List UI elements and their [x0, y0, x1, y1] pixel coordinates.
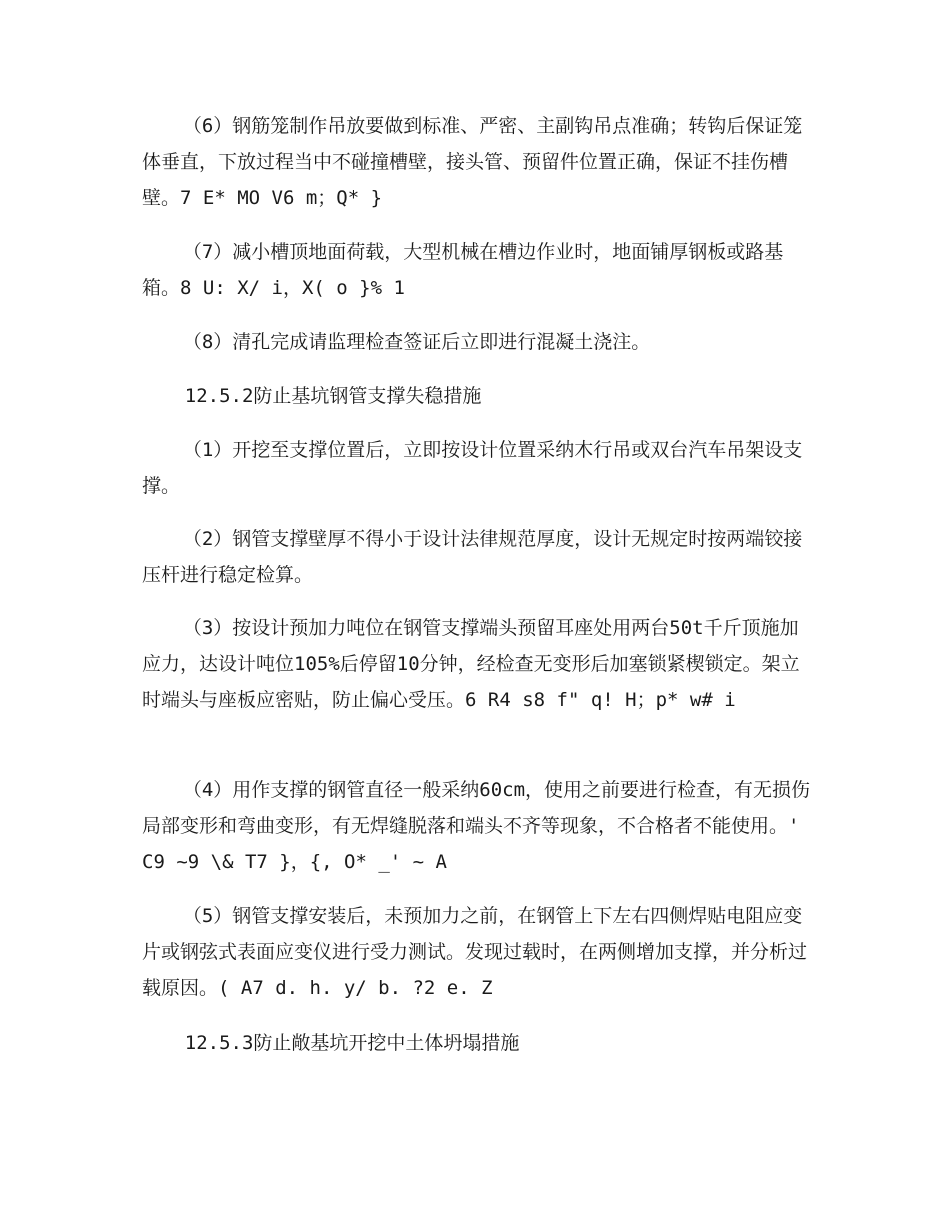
section-heading-12-5-2: 12.5.2防止基坑钢管支撑失稳措施 — [184, 385, 482, 407]
section-heading-12-5-3: 12.5.3防止敞基坑开挖中土体坍塌措施 — [184, 1032, 520, 1054]
paragraph-2: （2）钢管支撑壁厚不得小于设计法律规范厚度，设计无规定时按两端铰接压杆进行稳定检算。 — [142, 528, 803, 586]
paragraph-1: （1）开挖至支撑位置后，立即按设计位置采纳木行吊或双台汽车吊架设支撑。 — [142, 439, 803, 497]
paragraph-4: （4）用作支撑的钢管直径一般采纳60cm，使用之前要进行检查，有无损伤局部变形和弯曲变形，有无焊缝脱落和端头不齐等现象，不合格者不能使用。' C9 ~9 \& T7 }，{, O* _' ~ A — [142, 779, 811, 873]
paragraph-5: （5）钢管支撑安装后，未预加力之前，在钢管上下左右四侧焊贴电阻应变片或钢弦式表面应变仪进行受力测试。发现过载时，在两侧增加支撑，并分析过载原因。( A7 d. h. y/ b. ?2 e. Z — [142, 905, 808, 999]
paragraph-6: （6）钢筋笼制作吊放要做到标准、严密、主副钩吊点准确；转钩后保证笼体垂直，下放过程当中不碰撞槽壁，接头管、预留件位置正确，保证不挂伤槽壁。7 E* MO V6 m；Q* } — [142, 115, 803, 209]
paragraph-7: （7）减小槽顶地面荷载，大型机械在槽边作业时，地面铺厚钢板或路基箱。8 U: X/ i，X( o }% 1 — [142, 241, 784, 299]
paragraph-8: （8）清孔完成请监理检查签证后立即进行混凝土浇注。 — [182, 331, 651, 353]
paragraph-3: （3）按设计预加力吨位在钢管支撑端头预留耳座处用两台50t千斤顶施加应力，达设计吨位105%后停留10分钟，经检查无变形后加塞锁紧楔锁定。架立时端头与座板应密贴，防止偏心受压。6 R4 s8 f" q! H；p* w# i — [142, 617, 800, 711]
